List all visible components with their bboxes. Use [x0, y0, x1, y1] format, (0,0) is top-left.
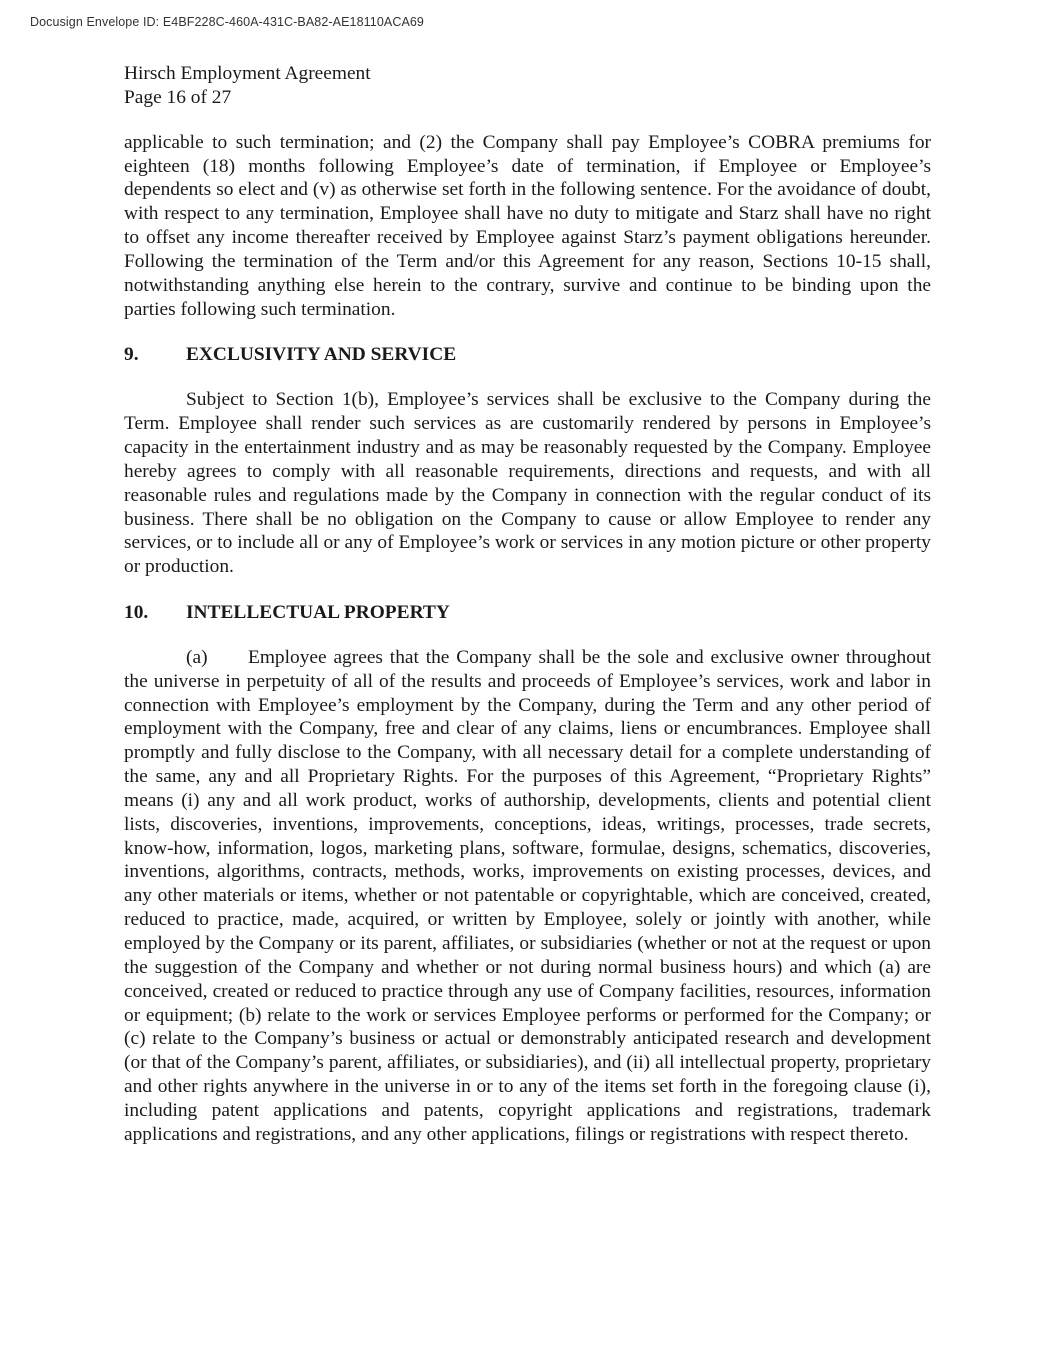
section-9-body: Subject to Section 1(b), Employee’s services shall be exclusive to the Company during the Term. Employee shall render such services as are customarily rendered by persons in Employee’s capacity in the entertainment industry and as may be reasonably requested by the Company. Employee hereby agrees to comply with all reasonable requirements, directions and requests, and with all reasonable rules and regulations made by the Company in connection with the regular conduct of its business. There shall be no obligation on the Company to cause or allow Employee to render any services, or to include all or any of Employee’s work or services in any motion picture or other property or production. — [124, 389, 931, 578]
page-header — [124, 62, 931, 110]
document-title: Hirsch Employment Agreement — [124, 63, 371, 84]
page-number: Page 16 of 27 — [124, 86, 232, 108]
section-9-number: 9. — [124, 344, 139, 366]
section-9-heading — [124, 343, 931, 367]
section-10a-paragraph — [124, 646, 931, 1147]
section-10-number: 10. — [124, 602, 149, 624]
section-10-title: INTELLECTUAL PROPERTY — [186, 602, 450, 624]
subparagraph-label: (a) — [186, 646, 208, 668]
continuation-paragraph: applicable to such termination; and (2) the Company shall pay Employee’s COBRA premiums for eighteen (18) months following Employee’s date of termination, if Employee or Employee’s dependents so elect and (v) as otherwise set forth in the following sentence. For the avoidance of doubt, with respect to any termination, Employee shall have no duty to mitigate and Starz shall have no right to offset any income thereafter received by Employee against Starz’s payment obligations hereunder. Following the termination of the Term and/or this Agreement for any reason, Sections 10-15 shall, notwithstanding anything else herein to the contrary, survive and continue to be binding upon the parties following such termination. — [124, 131, 931, 320]
section-10a-body: Employee agrees that the Company shall be the sole and exclusive owner throughout the universe in perpetuity of all of the results and proceeds of Employee’s services, work and labor in connection with Employee’s employment by the Company, during the Term and any other period of employment with the Company, free and clear of any claims, liens or encumbrances. Employee shall promptly and fully disclose to the Company, with all necessary detail for a complete understanding of the same, any and all Proprietary Rights. For the purposes of this Agreement, “Proprietary Rights” means (i) any and all work product, works of authorship, developments, clients and potential client lists, discoveries, inventions, improvements, conceptions, ideas, writings, processes, trade secrets, know-how, information, logos, marketing plans, software, formulae, designs, schematics, discoveries, inventions, algorithms, contracts, methods, works, improvements on existing processes, devices, and any other materials or items, whether or not patentable or copyrightable, which are conceived, created, reduced to practice, made, acquired, or written by Employee, solely or jointly with another, while employed by the Company or its parent, affiliates, or subsidiaries (whether or not at the request or upon the suggestion of the Company and whether or not during normal business hours) and which (a) are conceived, created or reduced to practice through any use of Company facilities, resources, information or equipment; (b) relate to the work or services Employee performs or performed for the Company; or (c) relate to the Company’s business or actual or demonstrably anticipated research and development (or that of the Company’s parent, affiliates, or subsidiaries), and (ii) all intellectual property, proprietary and other rights anywhere in the universe in or to any of the items set forth in the foregoing clause (i), including patent applications and patents, copyright applications and registrations, trademark applications and registrations, and any other applications, filings or registrations with respect thereto. — [124, 646, 931, 1145]
section-9-title: EXCLUSIVITY AND SERVICE — [186, 344, 457, 366]
section-10-heading — [124, 601, 931, 625]
docusign-envelope-id: Docusign Envelope ID: E4BF228C-460A-431C-BA82-AE18110ACA69 — [30, 15, 424, 29]
document-page — [124, 62, 931, 1147]
